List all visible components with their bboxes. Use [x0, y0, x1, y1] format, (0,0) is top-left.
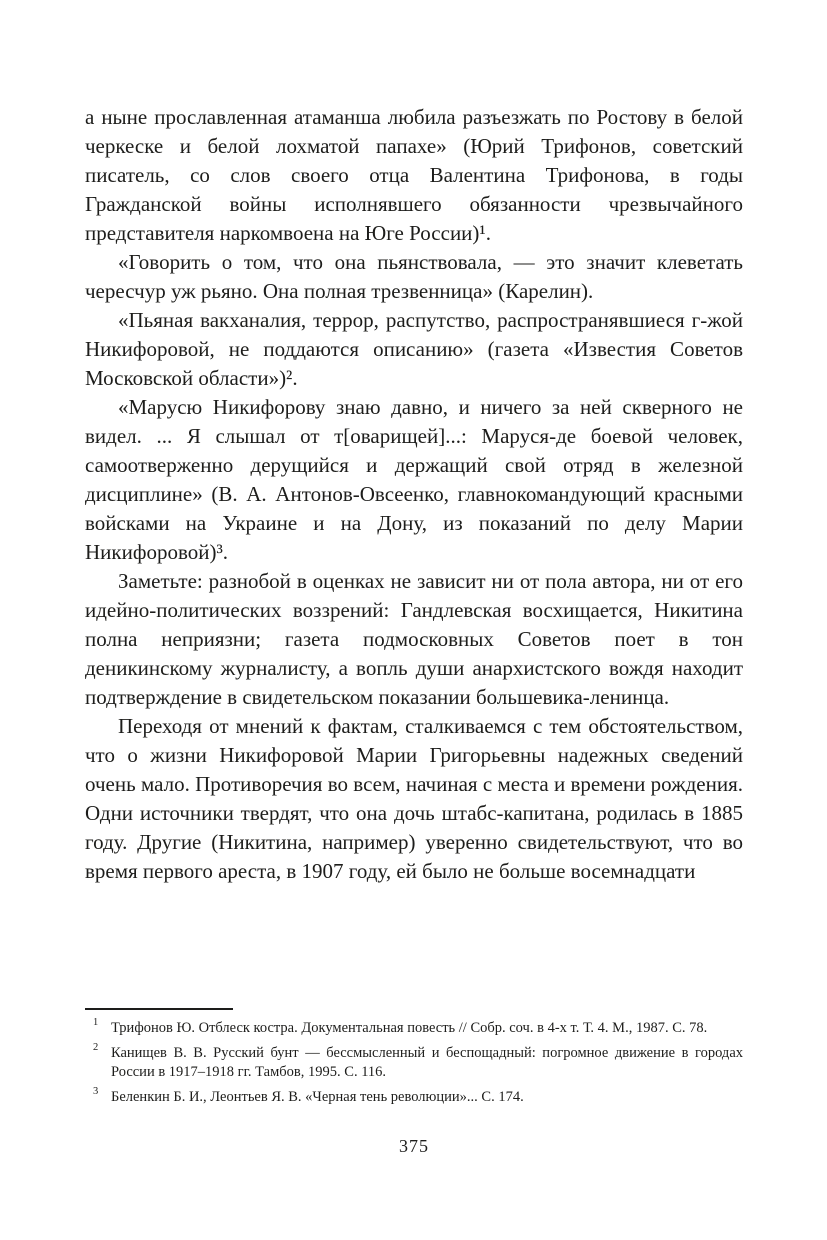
paragraph: «Пьяная вакханалия, террор, распутство, распространявшиеся г-жой Никифоровой, не поддаются описанию» (газета «Известия Советов Московской области»)².	[85, 308, 743, 390]
footnote-text: Трифонов Ю. Отблеск костра. Документальная повесть // Собр. соч. в 4-х т. Т. 4. М., 1987. С. 78.	[111, 1020, 708, 1036]
main-text	[85, 103, 743, 886]
footnote	[85, 1088, 743, 1107]
footnote-marker: 1	[93, 1017, 99, 1028]
footnote-marker: 3	[93, 1086, 99, 1097]
footnote	[85, 1044, 743, 1082]
footnote-text: Беленкин Б. И., Леонтьев Я. В. «Черная тень революции»... С. 174.	[111, 1089, 524, 1105]
paragraph: Переходя от мнений к фактам, сталкиваемся с тем обстоятельством, что о жизни Никифоровой Марии Григорьевны надежных сведений очень мало. Противоречия во всем, начиная с места и времени рождения. Одни источники твердят, что она дочь штабс-капитана, родилась в 1885 году. Другие (Никитина, например) уверенно свидетельствуют, что во время первого ареста, в 1907 году, ей было не больше восемнадцати	[85, 714, 743, 883]
footnote-marker: 2	[93, 1042, 99, 1053]
paragraph: Заметьте: разнобой в оценках не зависит ни от пола автора, ни от его идейно-политических воззрений: Гандлевская восхищается, Никитина полна неприязни; газета подмосковных Советов поет в тон деникинскому журналисту, а вопль души анархистского вождя находит подтверждение в свидетельском показании большевика-ленинца.	[85, 569, 743, 709]
footnotes-section	[85, 1008, 743, 1113]
page-number: 375	[399, 1136, 429, 1156]
footnote-text: Канищев В. В. Русский бунт — бессмысленный и беспощадный: погромное движение в городах России в 1917–1918 гг. Тамбов, 1995. С. 116.	[111, 1045, 743, 1080]
paragraph: «Говорить о том, что она пьянствовала, — это значит клеветать чересчур уж рьяно. Она полная трезвенница» (Карелин).	[85, 250, 743, 303]
footnote-separator	[85, 1008, 233, 1010]
footnote	[85, 1019, 743, 1038]
paragraph: а ныне прославленная атаманша любила разъезжать по Ростову в белой черкеске и белой лохматой папахе» (Юрий Трифонов, советский писатель, со слов своего отца Валентина Трифонова, в годы Гражданской войны исполнявшего обязанности чрезвычайного представителя наркомвоена на Юге России)¹.	[85, 105, 743, 245]
paragraph: «Марусю Никифорову знаю давно, и ничего за ней скверного не видел. ... Я слышал от т[оварищей]...: Маруся-де боевой человек, самоотверженно дерущийся и держащий свой отряд в железной дисциплине» (В. А. Антонов-Овсеенко, главнокомандующий красными войсками на Украине и на Дону, из показаний по делу Марии Никифоровой)³.	[85, 395, 743, 564]
